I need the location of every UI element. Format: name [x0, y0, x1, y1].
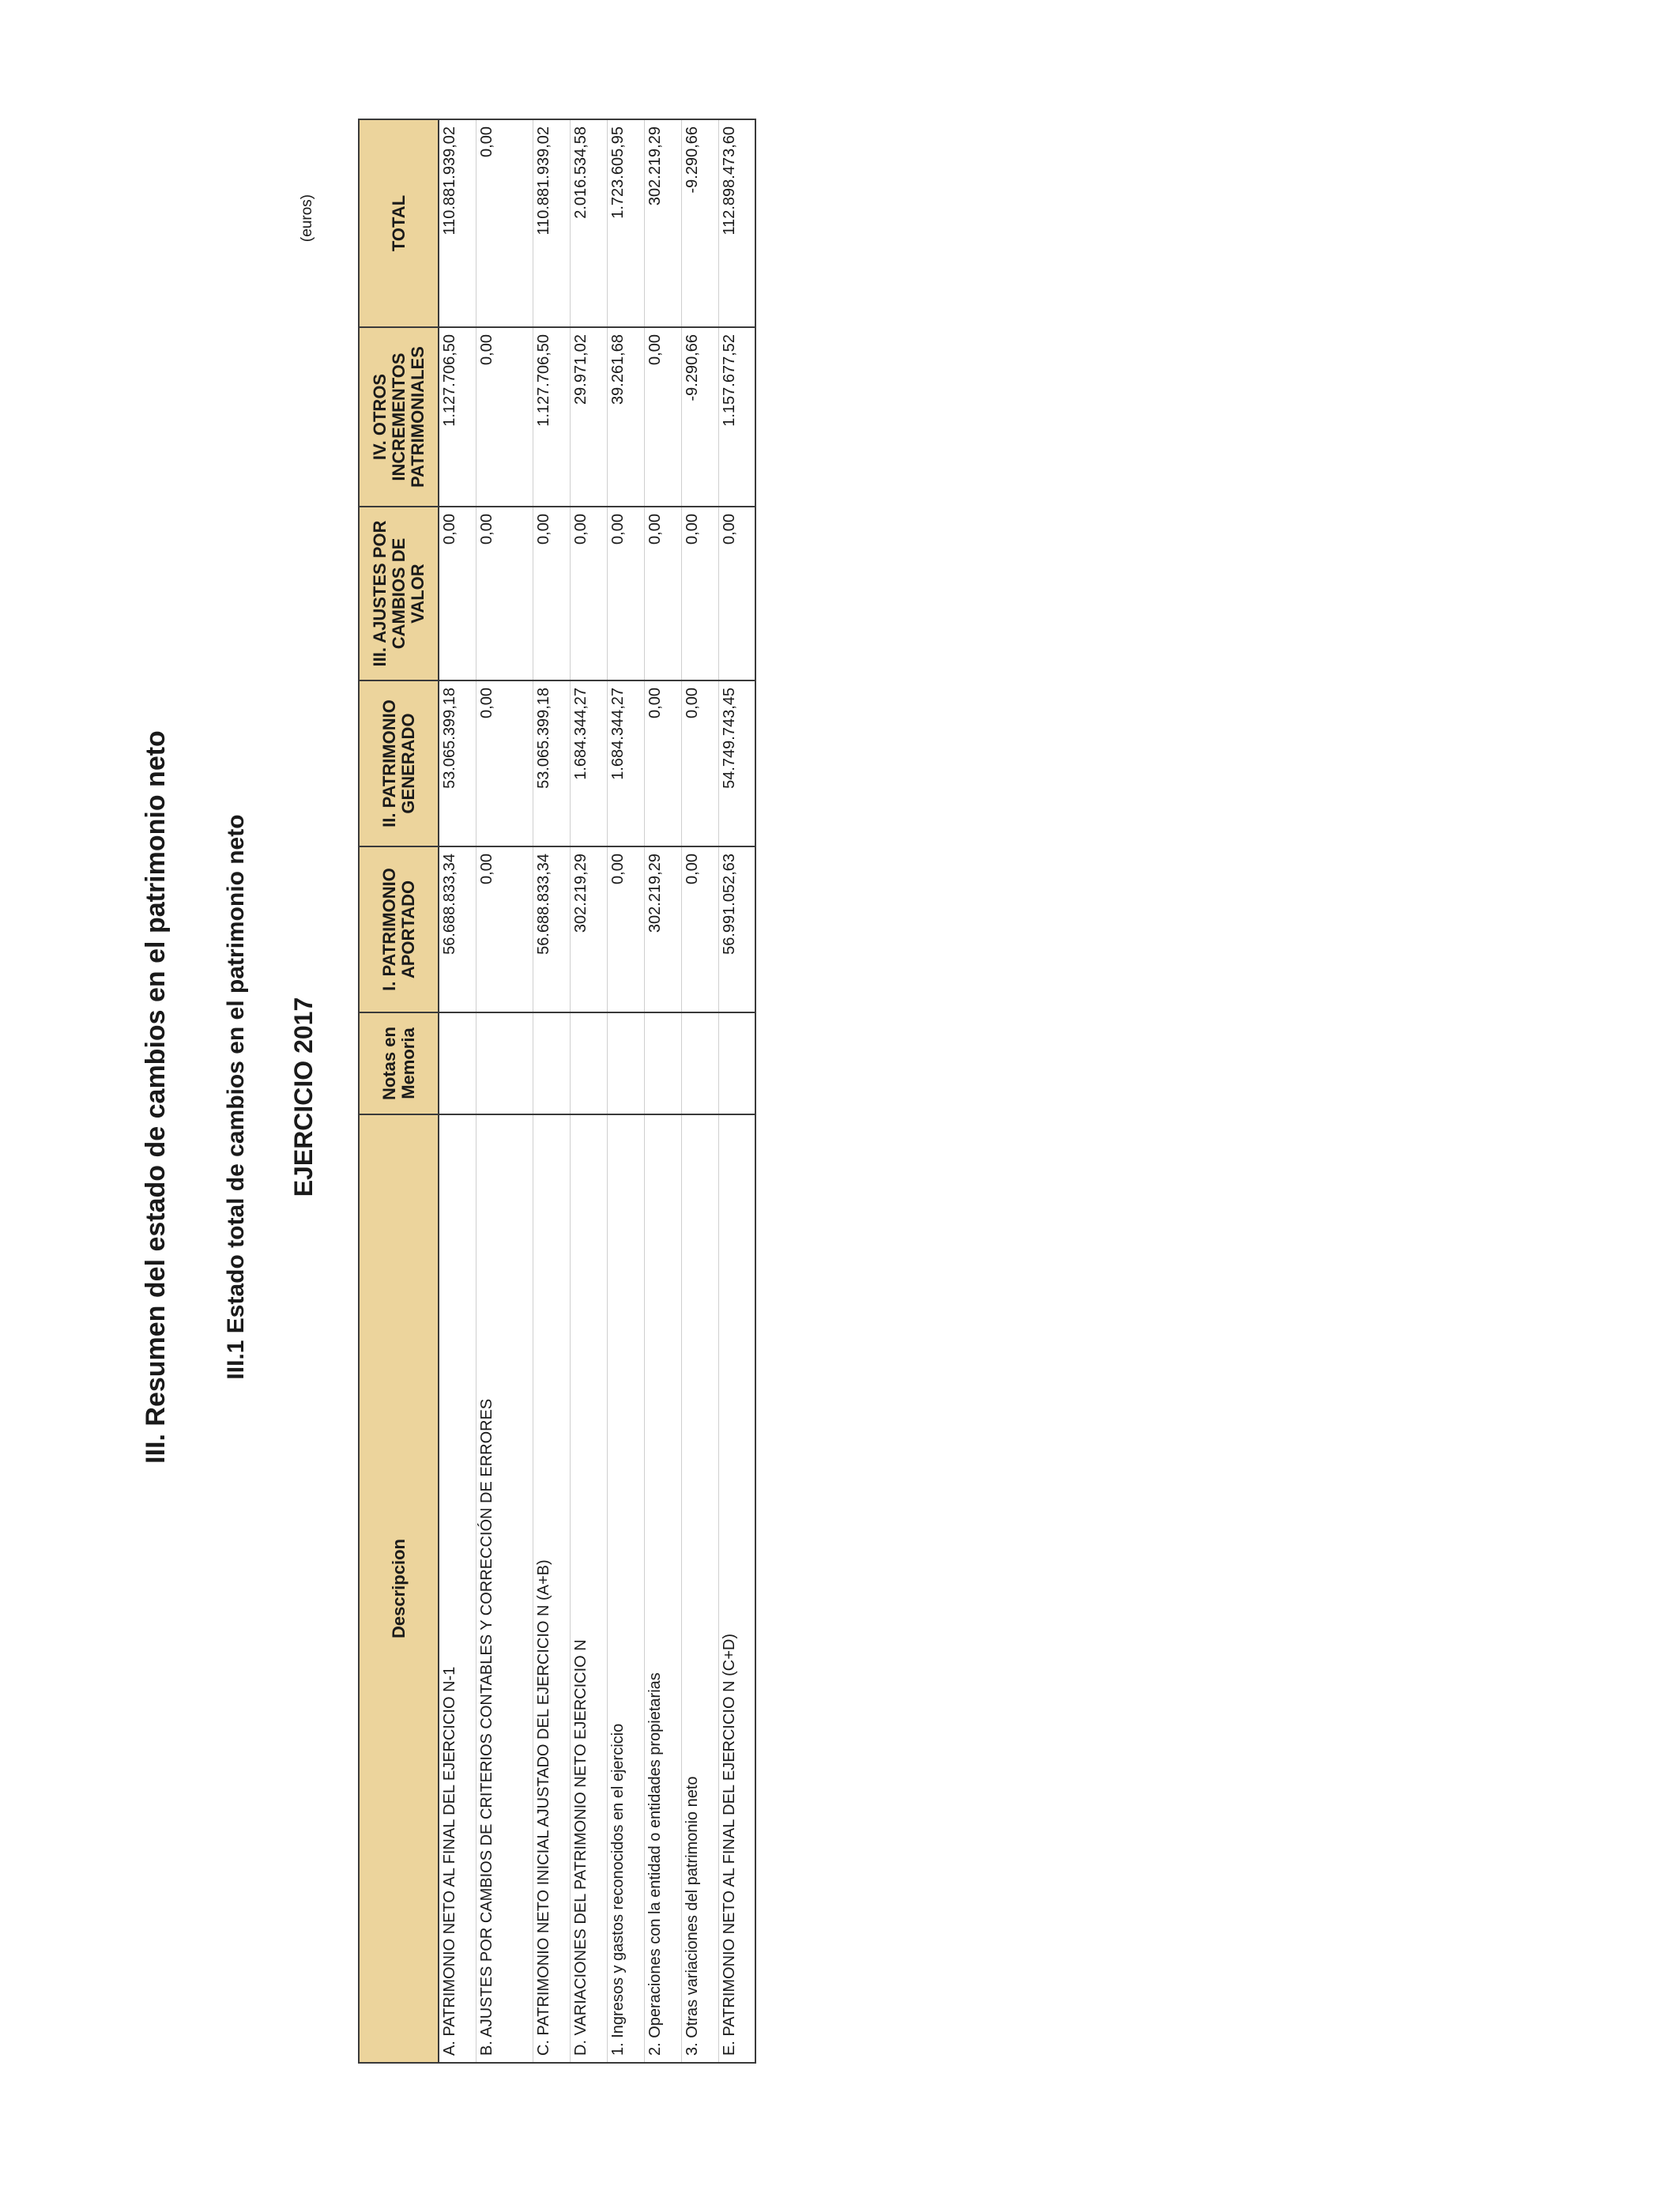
- row-description: E. PATRIMONIO NETO AL FINAL DEL EJERCICIO N (C+D): [718, 1114, 755, 2063]
- row-otros-incrementos: 0,00: [476, 327, 533, 507]
- row-patrimonio-generado: 0,00: [476, 680, 533, 846]
- row-notes: [718, 1012, 755, 1114]
- row-description: B. AJUSTES POR CAMBIOS DE CRITERIOS CONTABLES Y CORRECCIÓN DE ERRORES: [476, 1114, 533, 2063]
- row-otros-incrementos: 1.157.677,52: [718, 327, 755, 507]
- table-row: [570, 119, 607, 2063]
- table-row: [533, 119, 570, 2063]
- row-ajustes-cambios-valor: 0,00: [718, 507, 755, 680]
- row-total: 0,00: [476, 119, 533, 327]
- year-heading: EJERCICIO 2017: [289, 997, 318, 1197]
- table-row: [718, 119, 755, 2063]
- row-total: 110.881.939,02: [533, 119, 570, 327]
- row-patrimonio-generado: 53.065.399,18: [439, 680, 476, 846]
- row-patrimonio-aportado: 56.688.833,34: [439, 846, 476, 1012]
- row-total: 112.898.473,60: [718, 119, 755, 327]
- row-patrimonio-aportado: 56.991.052,63: [718, 846, 755, 1012]
- row-patrimonio-generado: 1.684.344,27: [570, 680, 607, 846]
- table-row: [681, 119, 718, 2063]
- row-description: D. VARIACIONES DEL PATRIMONIO NETO EJERCICIO N: [570, 1114, 607, 2063]
- row-description: A. PATRIMONIO NETO AL FINAL DEL EJERCICIO N-1: [439, 1114, 476, 2063]
- row-ajustes-cambios-valor: 0,00: [681, 507, 718, 680]
- row-patrimonio-aportado: 0,00: [476, 846, 533, 1012]
- row-patrimonio-generado: 0,00: [644, 680, 681, 846]
- document-subtitle: III.1 Estado total de cambios en el patrimonio neto: [223, 814, 249, 1380]
- row-ajustes-cambios-valor: 0,00: [644, 507, 681, 680]
- row-ajustes-cambios-valor: 0,00: [607, 507, 644, 680]
- row-notes: [644, 1012, 681, 1114]
- header-total: TOTAL: [359, 119, 439, 327]
- header-description: Descripcion: [359, 1114, 439, 2063]
- row-ajustes-cambios-valor: 0,00: [570, 507, 607, 680]
- row-otros-incrementos: 39.261,68: [607, 327, 644, 507]
- row-notes: [681, 1012, 718, 1114]
- row-total: 2.016.534,58: [570, 119, 607, 327]
- row-description: 2. Operaciones con la entidad o entidades propietarias: [644, 1114, 681, 2063]
- row-ajustes-cambios-valor: 0,00: [439, 507, 476, 680]
- row-ajustes-cambios-valor: 0,00: [533, 507, 570, 680]
- table-row: [607, 119, 644, 2063]
- units-label: (euros): [299, 194, 315, 243]
- document-title: III. Resumen del estado de cambios en el patrimonio neto: [141, 730, 171, 1464]
- row-notes: [533, 1012, 570, 1114]
- table-row: [476, 119, 533, 2063]
- table-header-row: [359, 119, 439, 2063]
- row-notes: [570, 1012, 607, 1114]
- row-description: C. PATRIMONIO NETO INICIAL AJUSTADO DEL EJERCICIO N (A+B): [533, 1114, 570, 2063]
- row-patrimonio-generado: 0,00: [681, 680, 718, 846]
- equity-changes-table: [358, 119, 756, 2064]
- header-ajustes-cambios-valor: III. AJUSTES POR CAMBIOS DE VALOR: [359, 507, 439, 680]
- row-patrimonio-aportado: 0,00: [607, 846, 644, 1012]
- row-otros-incrementos: 29.971,02: [570, 327, 607, 507]
- row-total: -9.290,66: [681, 119, 718, 327]
- header-notes: Notas en Memoria: [359, 1012, 439, 1114]
- table-row: [439, 119, 476, 2063]
- header-otros-incrementos: IV. OTROS INCREMENTOS PATRIMONIALES: [359, 327, 439, 507]
- row-otros-incrementos: 1.127.706,50: [439, 327, 476, 507]
- row-total: 110.881.939,02: [439, 119, 476, 327]
- row-total: 1.723.605,95: [607, 119, 644, 327]
- row-notes: [607, 1012, 644, 1114]
- row-patrimonio-aportado: 302.219,29: [644, 846, 681, 1012]
- header-patrimonio-generado: II. PATRIMONIO GENERADO: [359, 680, 439, 846]
- row-ajustes-cambios-valor: 0,00: [476, 507, 533, 680]
- header-patrimonio-aportado: I. PATRIMONIO APORTADO: [359, 846, 439, 1012]
- row-description: 3. Otras variaciones del patrimonio neto: [681, 1114, 718, 2063]
- table-row: [644, 119, 681, 2063]
- row-patrimonio-aportado: 302.219,29: [570, 846, 607, 1012]
- row-notes: [439, 1012, 476, 1114]
- row-patrimonio-aportado: 56.688.833,34: [533, 846, 570, 1012]
- row-notes: [476, 1012, 533, 1114]
- row-otros-incrementos: 0,00: [644, 327, 681, 507]
- row-patrimonio-generado: 1.684.344,27: [607, 680, 644, 846]
- row-otros-incrementos: -9.290,66: [681, 327, 718, 507]
- row-otros-incrementos: 1.127.706,50: [533, 327, 570, 507]
- row-patrimonio-generado: 53.065.399,18: [533, 680, 570, 846]
- row-patrimonio-generado: 54.749.743,45: [718, 680, 755, 846]
- row-patrimonio-aportado: 0,00: [681, 846, 718, 1012]
- row-total: 302.219,29: [644, 119, 681, 327]
- row-description: 1. Ingresos y gastos reconocidos en el ejercicio: [607, 1114, 644, 2063]
